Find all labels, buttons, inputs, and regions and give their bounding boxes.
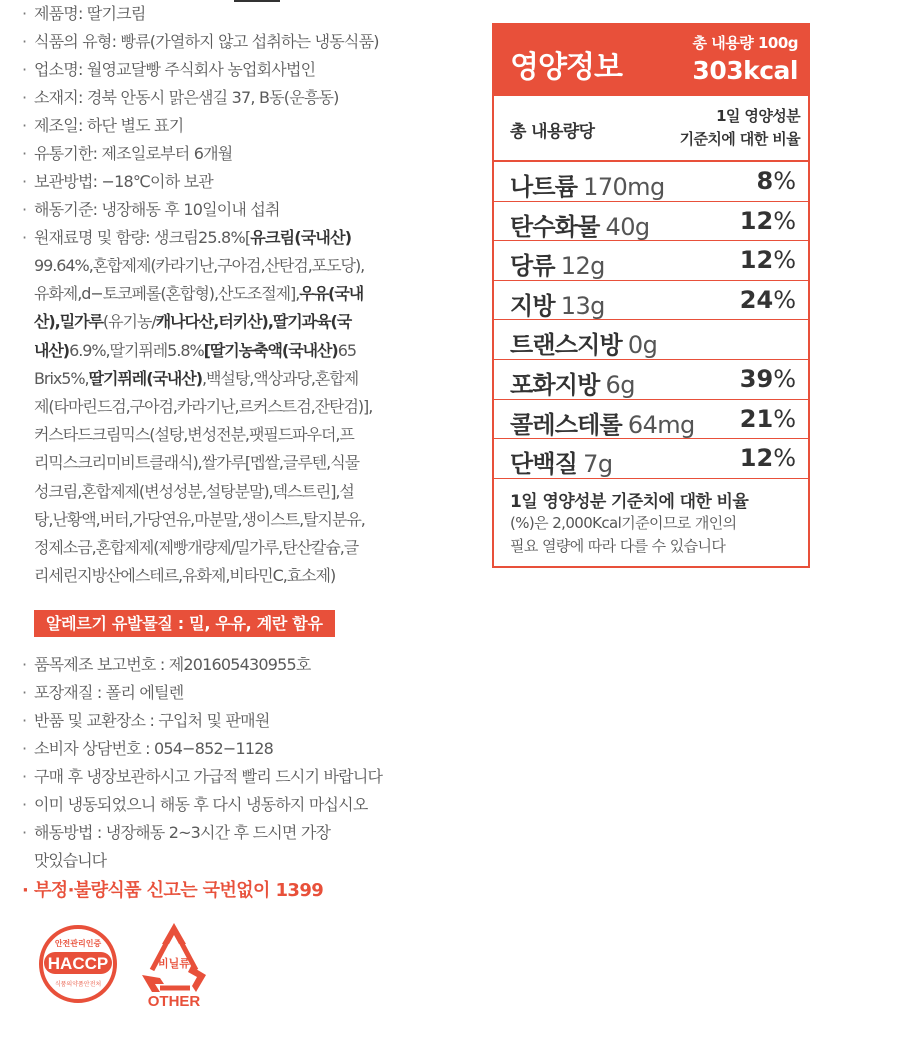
daily-value-header: 1일 영양성분 기준치에 대한 비율 <box>679 107 800 148</box>
nutrient-row <box>494 400 808 440</box>
haccp-logo <box>38 924 118 1004</box>
recycle-type-text: 비닐류 <box>158 956 190 970</box>
nutrient-name: 탄수화물 <box>510 212 600 241</box>
nutrition-footnote: 1일 영양성분 기준치에 대한 비율 (%)은 2,000Kcal기준이므로 개인의 필요 열량에 따라 다를 수 있습니다 <box>510 491 749 555</box>
nutrition-title: 영양정보 <box>510 50 622 85</box>
info-line: · 구매 후 냉장보관하시고 가급적 빨리 드시기 바랍니다 <box>22 763 417 791</box>
ingredients-line: 리세린지방산에스테르,유화제,비타민C,효소제) <box>34 566 336 586</box>
nutrient-percent: 12% <box>739 246 796 275</box>
info-line: · 보관방법: −18℃이하 보관 <box>22 168 417 196</box>
info-line-continued: 맛있습니다 <box>34 851 107 871</box>
nutrient-amount: 7g <box>583 450 613 479</box>
recycle-label: OTHER <box>147 992 201 1010</box>
info-line: · 제품명: 딸기크림 <box>22 0 417 28</box>
nutrient-name: 단백질 <box>510 450 578 479</box>
info-line: · 업소명: 월영교달빵 주식회사 농업회사법인 <box>22 56 417 84</box>
nutrient-amount: 12g <box>560 252 605 281</box>
nutrient-name: 포화지방 <box>510 370 600 399</box>
nutrient-name: 당류 <box>510 252 555 281</box>
nutrient-percent: 12% <box>739 444 796 473</box>
nutrient-amount: 170mg <box>583 173 665 201</box>
nutrient-name: 콜레스테롤 <box>510 410 622 439</box>
nutrient-amount: 6g <box>605 370 635 399</box>
nutrient-row <box>494 320 808 360</box>
nutrient-percent: 39% <box>739 364 796 393</box>
report-line: · 부정·불량식품 신고는 국번없이 1399 <box>22 876 417 906</box>
ingredients <box>22 224 417 590</box>
nutrient-row <box>494 202 808 242</box>
ingredients-line: 커스타드크림믹스(설탕,변성전분,팻필드파우더,프 <box>34 425 354 445</box>
nutrient-row <box>494 162 808 202</box>
nutrient-percent: 21% <box>739 404 796 433</box>
nutrient-row <box>494 241 808 281</box>
total-content: 총 내용량 100g <box>692 34 798 52</box>
per-content-label: 총 내용량당 <box>510 122 595 142</box>
ingredients-line: Brix5%,딸기퓌레(국내산),백설탕,액상과당,혼합제 <box>34 368 359 388</box>
info-line: · 제조일: 하단 별도 표기 <box>22 112 417 140</box>
info-line: · 이미 냉동되었으니 해동 후 다시 냉동하지 마십시오 <box>22 791 417 819</box>
info-line: · 반품 및 교환장소 : 구입처 및 판매원 <box>22 707 417 735</box>
ingredients-line: 제(타마린드검,구아검,카라기난,르커스트검,잔탄검)], <box>34 397 373 417</box>
calories: 303kcal <box>692 56 798 85</box>
nutrient-name: 지방 <box>510 291 555 320</box>
ingredients-line: 99.64%,혼합제제(카라기난,구아검,산탄검,포도당), <box>34 256 365 275</box>
info-line: · 포장재질 : 폴리 에틸렌 <box>22 679 417 707</box>
nutrient-percent: 8% <box>756 167 796 195</box>
haccp-bottom-text: 식품의약품안전처 <box>54 980 102 988</box>
info-line: · 해동기준: 냉장해동 후 10일이내 섭취 <box>22 196 417 224</box>
ingredients-line: 성크림,혼합제제(변성성분,설탕분말),덱스트린],설 <box>34 481 354 501</box>
nutrient-amount: 0g <box>627 331 658 360</box>
ingredients-line: 산),밀가루(유기농/캐나다산,터키산),딸기과육(국 <box>34 312 352 332</box>
nutrition-header <box>494 25 808 96</box>
nutrient-row <box>494 281 808 321</box>
info-line: · 소비자 상담번호 : 054−852−1128 <box>22 735 417 763</box>
nutrient-amount: 40g <box>605 212 650 241</box>
info-line: · 해동방법 : 냉장해동 2~3시간 후 드시면 가장 <box>22 819 417 847</box>
recycle-mark <box>138 920 210 1010</box>
certification-marks <box>22 920 417 1010</box>
nutrient-amount: 64mg <box>627 410 695 439</box>
nutrient-name: 트랜스지방 <box>510 331 622 360</box>
haccp-top-text: 안전관리인증 <box>54 938 102 948</box>
info-line: · 소재지: 경북 안동시 맑은샘길 37, B동(운흥동) <box>22 84 417 112</box>
info-line: · 식품의 유형: 빵류(가열하지 않고 섭취하는 냉동식품) <box>22 28 417 56</box>
haccp-main-text: HACCP <box>47 953 109 973</box>
ingredients-line: 정제소금,혼합제제(제빵개량제/밀가루,탄산칼슘,글 <box>34 538 359 558</box>
nutrient-percent: 12% <box>739 206 796 235</box>
nutrient-percent: 24% <box>739 285 796 314</box>
ingredients-line: 리믹스크리미비트클래식),쌀가루[멥쌀,글루텐,식물 <box>34 453 360 473</box>
ingredients-line: 탕,난황액,버터,가당연유,마분말,생이스트,탈지분유, <box>34 509 365 529</box>
ingredients-line: 유화제,d−토코페롤(혼합형),산도조절제],우유(국내 <box>34 284 364 304</box>
nutrient-name: 나트륨 <box>510 173 578 201</box>
nutrient-row <box>494 360 808 400</box>
ingredients-line: · 원재료명 및 함량: 생크림25.8%[유크림(국내산) <box>22 224 417 252</box>
ingredients-line: 내산)6.9%,딸기퓌레5.8%[딸기농축액(국내산)65 <box>34 340 356 360</box>
info-line: · 품목제조 보고번호 : 제201605430955호 <box>22 651 417 679</box>
info-line: · 유통기한: 제조일로부터 6개월 <box>22 140 417 168</box>
nutrient-row <box>494 439 808 479</box>
nutrition-subheader <box>494 96 808 162</box>
allergy-badge: 알레르기 유발물질 : 밀, 우유, 계란 함유 <box>34 610 335 637</box>
nutrition-panel <box>492 23 810 568</box>
nutrient-amount: 13g <box>560 291 605 320</box>
product-info <box>22 0 417 1010</box>
